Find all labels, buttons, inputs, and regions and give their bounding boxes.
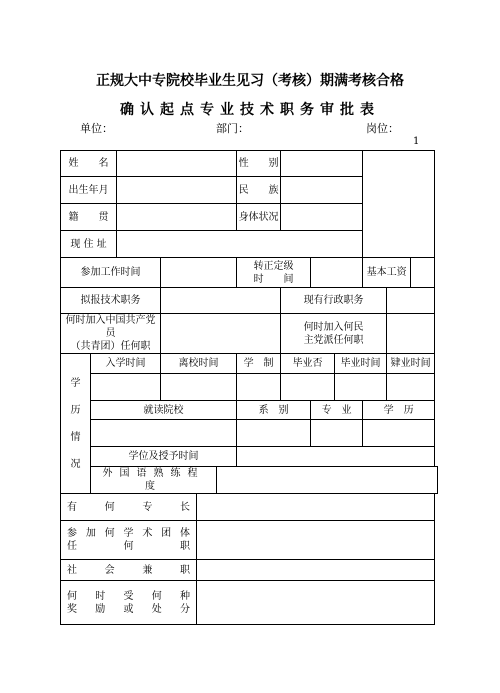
specialty-char-4: 长	[179, 501, 190, 513]
address-value[interactable]	[117, 231, 363, 258]
language-value[interactable]	[217, 467, 438, 494]
social-value[interactable]	[197, 560, 435, 581]
regular-time-line1: 转正定级	[253, 260, 294, 272]
degree-time-value[interactable]	[237, 447, 435, 467]
specialty-label	[61, 494, 197, 521]
work-start-label: 参加工作时间	[61, 258, 161, 288]
academic-char-6: 团	[161, 528, 172, 539]
work-start-value[interactable]	[161, 258, 237, 288]
awards-value[interactable]	[197, 581, 435, 625]
department-value[interactable]	[237, 420, 311, 447]
social-char-3: 兼	[142, 564, 153, 576]
academic-char-7: 体	[179, 528, 190, 539]
col-graduated: 毕业否	[281, 354, 335, 374]
education-value[interactable]	[363, 420, 435, 447]
photo-area	[363, 151, 435, 258]
col-education: 学 历	[363, 401, 435, 420]
social-char-2: 会	[104, 564, 115, 576]
ethnicity-value[interactable]	[281, 177, 363, 204]
education-side-label	[61, 354, 91, 494]
salary-label: 基本工资	[363, 258, 411, 288]
education-side-char-1: 学	[70, 377, 81, 389]
party-label-line2: （共青团）任何职	[70, 341, 151, 352]
specialty-char-3: 专	[142, 501, 153, 513]
major-value[interactable]	[311, 420, 363, 447]
specialty-value[interactable]	[197, 494, 435, 521]
approval-form-table	[60, 150, 438, 625]
awards-char-5: 种	[180, 590, 190, 602]
address-label: 现 住 址	[61, 231, 117, 258]
health-value[interactable]	[281, 204, 363, 231]
awards-char-9: 处	[151, 603, 162, 615]
school-value[interactable]	[91, 420, 237, 447]
academic-char-9: 何	[123, 541, 134, 552]
leave-time-value[interactable]	[161, 374, 237, 401]
col-enroll-time: 入学时间	[91, 354, 161, 374]
social-char-4: 职	[179, 564, 190, 576]
col-graduation-time: 毕业时间	[335, 354, 387, 374]
language-label-text: 外国语熟练程度	[102, 468, 205, 492]
origin-value[interactable]	[117, 204, 237, 231]
awards-char-1: 何	[67, 590, 77, 602]
name-value[interactable]	[117, 151, 237, 177]
enroll-time-value[interactable]	[91, 374, 161, 401]
origin-label: 籍 贯	[61, 204, 117, 231]
education-side-char-3: 情	[70, 431, 81, 443]
awards-char-7: 励	[95, 603, 106, 615]
awards-char-10: 分	[180, 603, 190, 615]
academic-label	[61, 521, 197, 560]
birth-value[interactable]	[117, 177, 237, 204]
col-major: 专 业	[311, 401, 363, 420]
form-title-line1: 正规大中专院校毕业生见习（考核）期满考核合格	[96, 73, 404, 89]
awards-char-6: 奖	[67, 603, 77, 615]
post-label: 岗位：	[366, 122, 399, 135]
awards-char-3: 受	[123, 590, 134, 602]
page-number: 1	[413, 136, 420, 147]
awards-char-8: 或	[123, 603, 134, 615]
birth-label: 出生年月	[61, 177, 117, 204]
health-label: 身体状况	[237, 204, 281, 231]
col-department: 系 别	[237, 401, 311, 420]
other-party-line1: 何时加入何民	[303, 321, 364, 333]
col-leave-time: 离校时间	[161, 354, 237, 374]
education-side-char-2: 历	[70, 404, 81, 416]
other-party-value[interactable]	[387, 314, 435, 354]
salary-value[interactable]	[411, 258, 435, 288]
proposed-title-value[interactable]	[161, 288, 281, 314]
unit-label: 单位：	[80, 122, 113, 135]
specialty-char-1: 有	[67, 501, 77, 513]
graduation-time-value[interactable]	[335, 374, 387, 401]
education-side-char-4: 况	[70, 458, 81, 470]
admin-title-value[interactable]	[387, 288, 435, 314]
awards-char-2: 时	[95, 590, 106, 602]
academic-char-3: 何	[104, 528, 115, 539]
school-system-value[interactable]	[237, 374, 281, 401]
other-party-line2: 主党派任何职	[303, 334, 364, 346]
proposed-title-label: 拟报技术职务	[61, 288, 161, 314]
col-school-system: 学 制	[237, 354, 281, 374]
degree-time-label: 学位及授予时间	[91, 447, 237, 467]
party-label	[61, 314, 161, 354]
regular-time-label	[237, 258, 311, 288]
social-label	[61, 560, 197, 581]
party-value[interactable]	[161, 314, 281, 354]
academic-char-4: 学	[123, 528, 134, 539]
gender-label: 性 别	[237, 151, 281, 177]
department-label: 部门：	[216, 122, 249, 135]
form-title-line2: 确认起点专业技术职务审批表	[120, 102, 380, 118]
admin-title-label: 现有行政职务	[281, 288, 387, 314]
col-school: 就读院校	[91, 401, 237, 420]
ethnicity-label: 民 族	[237, 177, 281, 204]
gender-value[interactable]	[281, 151, 363, 177]
party-label-line1: 何时加入中国共产党员	[65, 315, 156, 339]
specialty-char-2: 何	[104, 501, 115, 513]
regular-time-value[interactable]	[311, 258, 363, 288]
academic-char-5: 术	[142, 528, 153, 539]
language-label	[91, 467, 217, 494]
other-party-label	[281, 314, 387, 354]
academic-char-2: 加	[85, 528, 96, 539]
academic-char-1: 参	[67, 528, 77, 539]
name-label: 姓 名	[61, 151, 117, 177]
regular-time-line2: 时 间	[253, 273, 294, 285]
social-char-1: 社	[67, 564, 77, 576]
academic-char-10: 职	[180, 541, 190, 552]
graduated-value[interactable]	[281, 374, 335, 401]
academic-char-8: 任	[67, 541, 77, 552]
awards-label	[61, 581, 197, 625]
incomplete-time-value[interactable]	[387, 374, 435, 401]
academic-value[interactable]	[197, 521, 435, 560]
awards-char-4: 何	[151, 590, 162, 602]
col-incomplete-time: 肄业时间	[387, 354, 435, 374]
